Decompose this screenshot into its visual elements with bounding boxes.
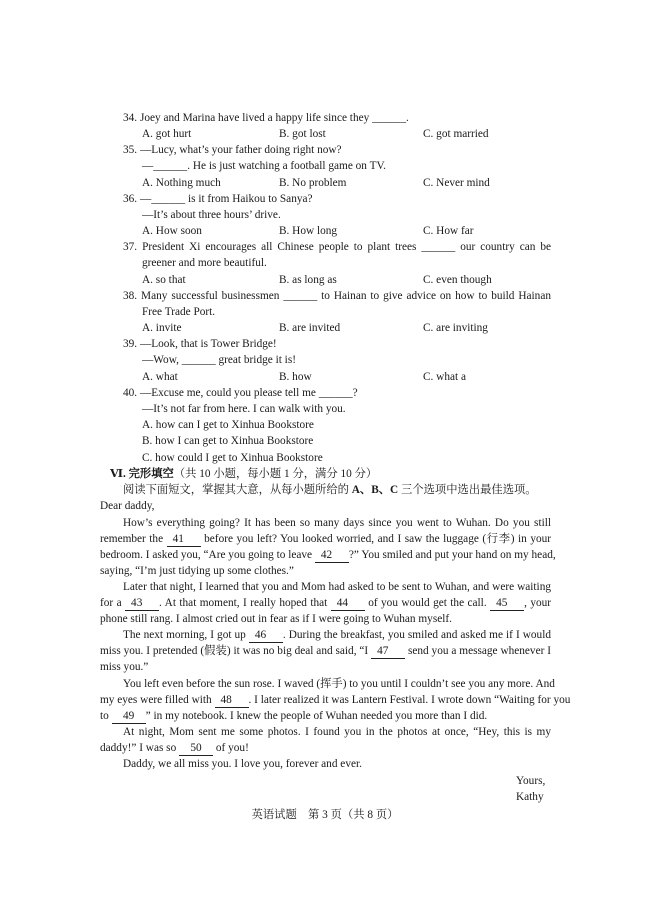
letter-p2-line3: phone still rang. I almost cried out in fear as if I were going to Wuhan myself. — [100, 613, 452, 625]
q37-option-c[interactable]: C. even though — [423, 274, 492, 286]
text: before you left? You looked worried, and I saw the luggage (行李) in your — [204, 533, 552, 545]
text: ” in my notebook. I knew the people of Wuhan needed you more than I did. — [145, 710, 488, 722]
q37-option-b[interactable]: B. as long as — [279, 274, 337, 286]
question-35-stem: 35. —Lucy, what’s your father doing right now? — [123, 144, 342, 156]
question-36-line2: —It’s about three hours’ drive. — [142, 209, 281, 221]
text: . I later realized it was Lantern Festival. I wrote down “Waiting for you — [248, 694, 571, 706]
q39-option-a[interactable]: A. what — [142, 371, 178, 383]
q35-option-a[interactable]: A. Nothing much — [142, 177, 221, 189]
q40-option-c[interactable]: C. how could I get to Xinhua Bookstore — [142, 452, 323, 464]
question-39-stem: 39. —Look, that is Tower Bridge! — [123, 338, 277, 350]
blank-50[interactable]: 50 — [179, 741, 213, 756]
question-38-line2: Free Trade Port. — [142, 306, 216, 318]
letter-p4-line2 — [100, 693, 571, 708]
blank-41[interactable]: 41 — [167, 532, 201, 547]
text: of you would get the call. — [368, 597, 487, 609]
q38-option-c[interactable]: C. are inviting — [423, 322, 488, 334]
question-37-stem: 37. President Xi encourages all Chinese people to plant trees ______ our country can be — [123, 241, 551, 253]
question-38-stem: 38. Many successful businessmen ______ to Hainan to give advice on how to build Hainan — [123, 290, 551, 302]
letter-p5-line1: At night, Mom sent me some photos. I found you in the photos at once, “Hey, this is my — [123, 726, 551, 738]
q36-option-c[interactable]: C. How far — [423, 225, 474, 237]
q40-option-a[interactable]: A. how can I get to Xinhua Bookstore — [142, 419, 314, 431]
text: of you! — [215, 742, 249, 754]
letter-p5-line2 — [100, 741, 249, 756]
q34-option-c[interactable]: C. got married — [423, 128, 489, 140]
question-35-line2: —______. He is just watching a football game on TV. — [142, 160, 387, 172]
question-37-line2: greener and more beautiful. — [142, 257, 267, 269]
text: miss you. I pretended (假装) it was no big deal and said, “I — [100, 645, 369, 657]
text: . At that moment, I really hoped that — [159, 597, 328, 609]
blank-47[interactable]: 47 — [371, 644, 405, 659]
letter-p1-line2 — [100, 532, 551, 547]
letter-p4-line3 — [100, 709, 487, 724]
page-footer: 英语试题 第 3 页（共 8 页） — [251, 809, 399, 821]
text: daddy!” I was so — [100, 742, 177, 754]
question-40-stem: 40. —Excuse me, could you please tell me ______? — [123, 387, 358, 399]
instruction-options: A、B、C — [351, 484, 399, 496]
q35-option-c[interactable]: C. Never mind — [423, 177, 490, 189]
q39-option-b[interactable]: B. how — [279, 371, 312, 383]
letter-closing: Yours, — [516, 775, 546, 787]
letter-p3-line1 — [123, 628, 551, 643]
text: for a — [100, 597, 122, 609]
q39-option-c[interactable]: C. what a — [423, 371, 466, 383]
section-instruction — [123, 483, 537, 497]
letter-p2-line2 — [100, 596, 551, 611]
question-39-line2: —Wow, ______ great bridge it is! — [142, 354, 296, 366]
blank-45[interactable]: 45 — [490, 596, 524, 611]
text: . During the breakfast, you smiled and asked me if I would — [282, 629, 551, 641]
letter-p6: Daddy, we all miss you. I love you, forever and ever. — [123, 758, 362, 770]
q35-option-b[interactable]: B. No problem — [279, 177, 347, 189]
blank-43[interactable]: 43 — [125, 596, 159, 611]
text: to — [100, 710, 109, 722]
q36-option-a[interactable]: A. How soon — [142, 225, 202, 237]
letter-p3-line2 — [100, 644, 551, 659]
blank-42[interactable]: 42 — [315, 548, 349, 563]
q37-option-a[interactable]: A. so that — [142, 274, 186, 286]
question-34-stem: 34. Joey and Marina have lived a happy life since they ______. — [123, 112, 409, 124]
blank-46[interactable]: 46 — [249, 628, 283, 643]
letter-signature: Kathy — [516, 791, 544, 803]
text: remember the — [100, 533, 164, 545]
letter-p1-line4: saying, “I’m just tidying up some clothes.” — [100, 565, 294, 577]
q34-option-a[interactable]: A. got hurt — [142, 128, 192, 140]
text: bedroom. I asked you, “Are you going to leave — [100, 549, 313, 561]
text: ?” You smiled and put your hand on my head, — [348, 549, 556, 561]
question-36-stem: 36. —______ is it from Haikou to Sanya? — [123, 193, 313, 205]
letter-p1-line3 — [100, 548, 556, 563]
text: my eyes were filled with — [100, 694, 212, 706]
q38-option-a[interactable]: A. invite — [142, 322, 182, 334]
text: , your — [524, 597, 552, 609]
q36-option-b[interactable]: B. How long — [279, 225, 338, 237]
letter-p2-line1: Later that night, I learned that you and Mom had asked to be sent to Wuhan, and were waiting — [123, 581, 551, 593]
blank-44[interactable]: 44 — [331, 596, 365, 611]
letter-p1-line1: How’s everything going? It has been so many days since you went to Wuhan. Do you still — [123, 517, 551, 529]
q40-option-b[interactable]: B. how I can get to Xinhua Bookstore — [142, 435, 314, 447]
letter-greeting: Dear daddy, — [100, 500, 155, 512]
text: send you a message whenever I — [407, 645, 551, 657]
q34-option-b[interactable]: B. got lost — [279, 128, 326, 140]
blank-49[interactable]: 49 — [112, 709, 146, 724]
letter-p3-line3: miss you.” — [100, 661, 149, 673]
section-note: （共 10 小题，每小题 1 分，满分 10 分） — [173, 468, 378, 480]
blank-48[interactable]: 48 — [215, 693, 249, 708]
letter-p4-line1: You left even before the sun rose. I waved (挥手) to you until I couldn’t see you any more. And — [123, 678, 555, 690]
section-title: Ⅵ. 完形填空 — [110, 468, 174, 480]
instruction-text: 阅读下面短文，掌握其大意，从每小题所给的 — [123, 484, 352, 496]
section-vi-header — [110, 467, 377, 481]
q38-option-b[interactable]: B. are invited — [279, 322, 341, 334]
question-40-line2: —It’s not far from here. I can walk with you. — [142, 403, 346, 415]
text: The next morning, I got up — [123, 629, 246, 641]
instruction-text-end: 三个选项中选出最佳选项。 — [398, 484, 537, 496]
